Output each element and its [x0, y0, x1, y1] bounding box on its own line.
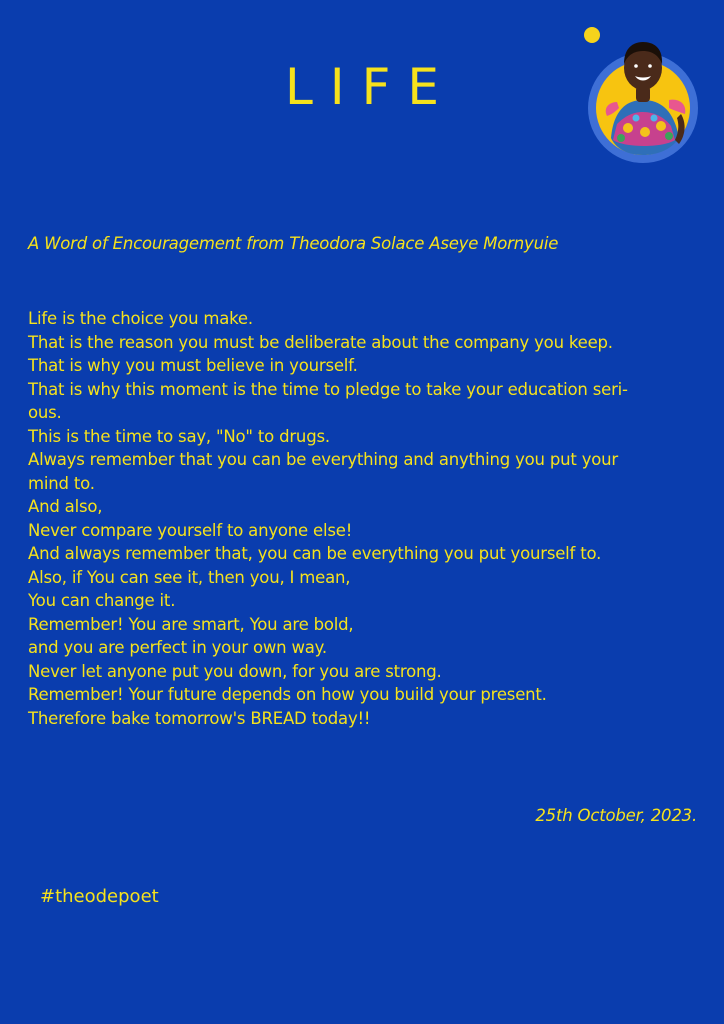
poem-line: And also, — [28, 497, 103, 516]
poem-body — [28, 307, 698, 730]
poem-line: That is the reason you must be deliberate about the company you keep. — [28, 332, 613, 352]
author-portrait — [583, 20, 713, 170]
poem-date: 25th October, 2023. — [535, 806, 697, 825]
poem-line: Remember! Your future depends on how you build your present. — [28, 685, 547, 704]
poem-line: That is why you must believe in yourself. — [28, 356, 358, 375]
poem-title: LIFE — [285, 58, 456, 116]
subtitle: A Word of Encouragement from Theodora Solace Aseye Mornyuie — [28, 234, 559, 253]
poem-line: Also, if You can see it, then you, I mean, — [28, 567, 351, 587]
poem-line: Always remember that you can be everything and anything you put your — [28, 450, 618, 469]
decorative-dot — [584, 27, 600, 43]
hashtag: #theodepoet — [40, 886, 159, 907]
poem-line: Never let anyone put you down, for you are strong. — [28, 661, 442, 681]
poem-line: mind to. — [28, 473, 95, 493]
poem-line: Therefore bake tomorrow's BREAD today!! — [28, 708, 371, 728]
poem-line: That is why this moment is the time to pledge to take your education seri- — [28, 379, 628, 399]
poem-line: Life is the choice you make. — [28, 309, 253, 328]
poem-line: and you are perfect in your own way. — [28, 638, 327, 657]
poem-line: Remember! You are smart, You are bold, — [28, 614, 354, 634]
poem-line: You can change it. — [28, 591, 176, 610]
poem-line: ous. — [28, 403, 62, 422]
poem-line: This is the time to say, "No" to drugs. — [28, 426, 330, 446]
poem-line: Never compare yourself to anyone else! — [28, 520, 353, 540]
poem-line: And always remember that, you can be everything you put yourself to. — [28, 544, 602, 563]
